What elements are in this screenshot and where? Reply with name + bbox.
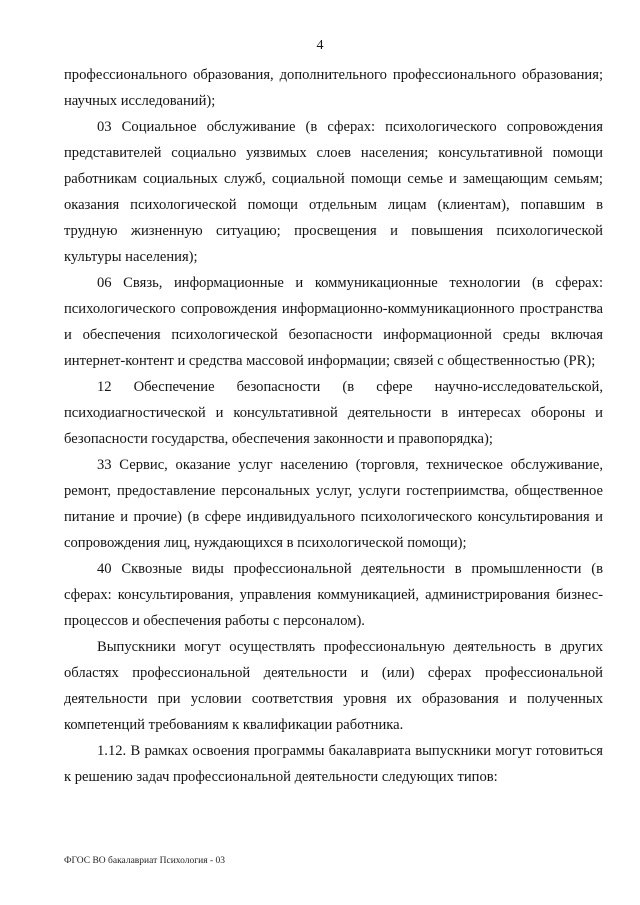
page-number: 4 xyxy=(316,38,324,53)
page-footer: ФГОС ВО бакалавриат Психология - 03 xyxy=(64,856,226,866)
paragraph-continuation: профессионального образования, дополнительного профессионального образования; научных исследований); xyxy=(64,67,603,109)
paragraph-social-services: 03 Социальное обслуживание (в сферах: психологического сопровождения представителей социально уязвимых слоев населения; консультативной помощи работникам социальных служб, социальной помощи семье и замещающим семьям; оказания психологической помощи отдельным лицам (клиентам), попавшим в трудную жизненную ситуацию; просвещения и повышения психологической культуры населения); xyxy=(64,119,603,265)
paragraph-section-1-12: 1.12. В рамках освоения программы бакалавриата выпускники могут готовиться к решению задач профессиональной деятельности следующих типов: xyxy=(64,743,603,785)
paragraph-graduates: Выпускники могут осуществлять профессиональную деятельность в других областях профессиональной деятельности и (или) сферах профессиональной деятельности при условии соответствия уровня их образования и полученных компетенций требованиям к квалификации работника. xyxy=(64,639,603,733)
paragraph-services: 33 Сервис, оказание услуг населению (торговля, техническое обслуживание, ремонт, предоставление персональных услуг, услуги гостеприимства, общественное питание и прочие) (в сфере индивидуального психологического консультирования и сопровождения лиц, нуждающихся в психологической помощи); xyxy=(64,457,603,551)
paragraph-security: 12 Обеспечение безопасности (в сфере научно-исследовательской, психодиагностической и консультативной деятельности в интересах обороны и безопасности государства, обеспечения законности и правопорядка); xyxy=(64,379,603,447)
paragraph-cross-cutting: 40 Сквозные виды профессиональной деятельности в промышленности (в сферах: консультирования, управления коммуникацией, администрирования бизнес-процессов и обеспечения работы с персоналом). xyxy=(64,561,603,629)
paragraph-communications: 06 Связь, информационные и коммуникационные технологии (в сферах: психологического сопровождения информационно-коммуникационного пространства и обеспечения психологической безопасности информационной среды включая интернет-контент и средства массовой информации; связей с общественностью (PR); xyxy=(64,275,603,369)
page-body xyxy=(64,62,603,790)
